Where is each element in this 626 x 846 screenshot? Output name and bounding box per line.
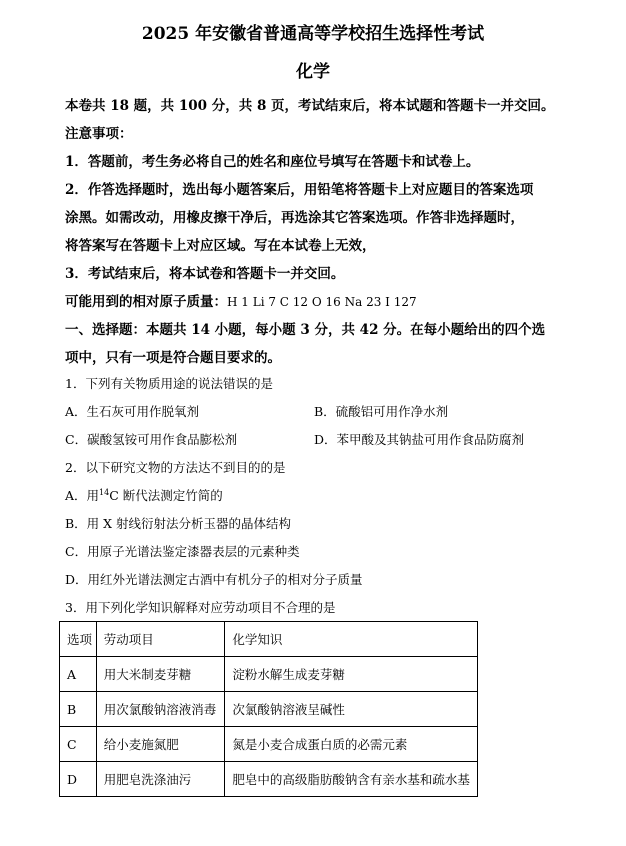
table-row [60,762,478,797]
question-1-option-c: C．碳酸氢铵可用作食品膨松剂 [65,432,238,447]
table-cell-option: C [60,727,97,762]
notice-item-2-cont: 涂黑。如需改动，用橡皮擦干净后，再选涂其它答案选项。作答非选择题时， [65,210,524,226]
atomic-masses [65,290,417,310]
table-cell-activity: 用次氯酸钠溶液消毒 [96,692,225,727]
table-cell-knowledge: 氮是小麦合成蛋白质的必需元素 [225,727,478,762]
question-1-stem: 1．下列有关物质用途的说法错误的是 [65,376,273,391]
question-2-stem: 2．以下研究文物的方法达不到目的的是 [65,460,286,475]
table-cell-option: D [60,762,97,797]
question-2-option-d: D．用红外光谱法测定古酒中有机分子的相对分子质量 [65,572,363,587]
table-cell-activity: 给小麦施氮肥 [96,727,225,762]
table-header-row [60,622,478,657]
section-heading: 一、选择题：本题共 14 小题，每小题 3 分，共 42 分。在每小题给出的四个选 [65,322,546,338]
q2-a-rest: C 断代法测定竹简的 [109,488,223,503]
notice-item-2: 2．作答选择题时，选出每小题答案后，用铅笔将答题卡上对应题目的答案选项 [65,182,534,198]
section-heading-cont: 项中，只有一项是符合题目要求的。 [65,350,281,366]
question-2-option-b: B．用 X 射线衍射法分析玉器的晶体结构 [65,516,292,531]
table-cell-knowledge: 淀粉水解生成麦芽糖 [225,657,478,692]
question-3-table [59,621,478,797]
table-row [60,727,478,762]
q2-a-isotope: 14 [99,487,110,497]
notice-intro: 本卷共 18 题，共 100 分，共 8 页，考试结束后，将本试题和答题卡一并交回。 [65,98,555,114]
atomic-masses-values: H 1 Li 7 C 12 O 16 Na 23 I 127 [227,295,417,309]
table-cell-option: A [60,657,97,692]
table-header-cell: 选项 [60,622,97,657]
table-cell-knowledge: 肥皂中的高级脂肪酸钠含有亲水基和疏水基 [225,762,478,797]
question-1-option-a: A．生石灰可用作脱氧剂 [65,404,200,419]
table-header-cell: 化学知识 [225,622,478,657]
question-3-stem: 3．用下列化学知识解释对应劳动项目不合理的是 [65,600,336,615]
table-row [60,657,478,692]
notice-item-1: 1．答题前，考生务必将自己的姓名和座位号填写在答题卡和试卷上。 [65,154,480,170]
table-cell-knowledge: 次氯酸钠溶液呈碱性 [225,692,478,727]
atomic-masses-label: 可能用到的相对原子质量： [65,294,227,310]
table-row [60,692,478,727]
notice-item-3: 3．考试结束后，将本试卷和答题卡一并交回。 [65,266,345,282]
table-cell-activity: 用肥皂洗涤油污 [96,762,225,797]
question-1-option-b: B．硫酸铝可用作净水剂 [314,404,449,419]
table-cell-activity: 用大米制麦芽糖 [96,657,225,692]
notice-item-2-cont2: 将答案写在答题卡上对应区域。写在本试卷上无效， [65,238,376,254]
subject-title: 化学 [296,62,330,82]
question-2-option-c: C．用原子光谱法鉴定漆器表层的元素种类 [65,544,300,559]
q2-a-prefix: A．用 [65,488,100,503]
question-2-option-a [65,486,223,504]
exam-title: 2025 年安徽省普通高等学校招生选择性考试 [141,24,485,44]
table-cell-option: B [60,692,97,727]
question-1-option-d: D．苯甲酸及其钠盐可用作食品防腐剂 [314,432,525,447]
notice-heading: 注意事项： [65,126,133,142]
table-header-cell: 劳动项目 [96,622,225,657]
